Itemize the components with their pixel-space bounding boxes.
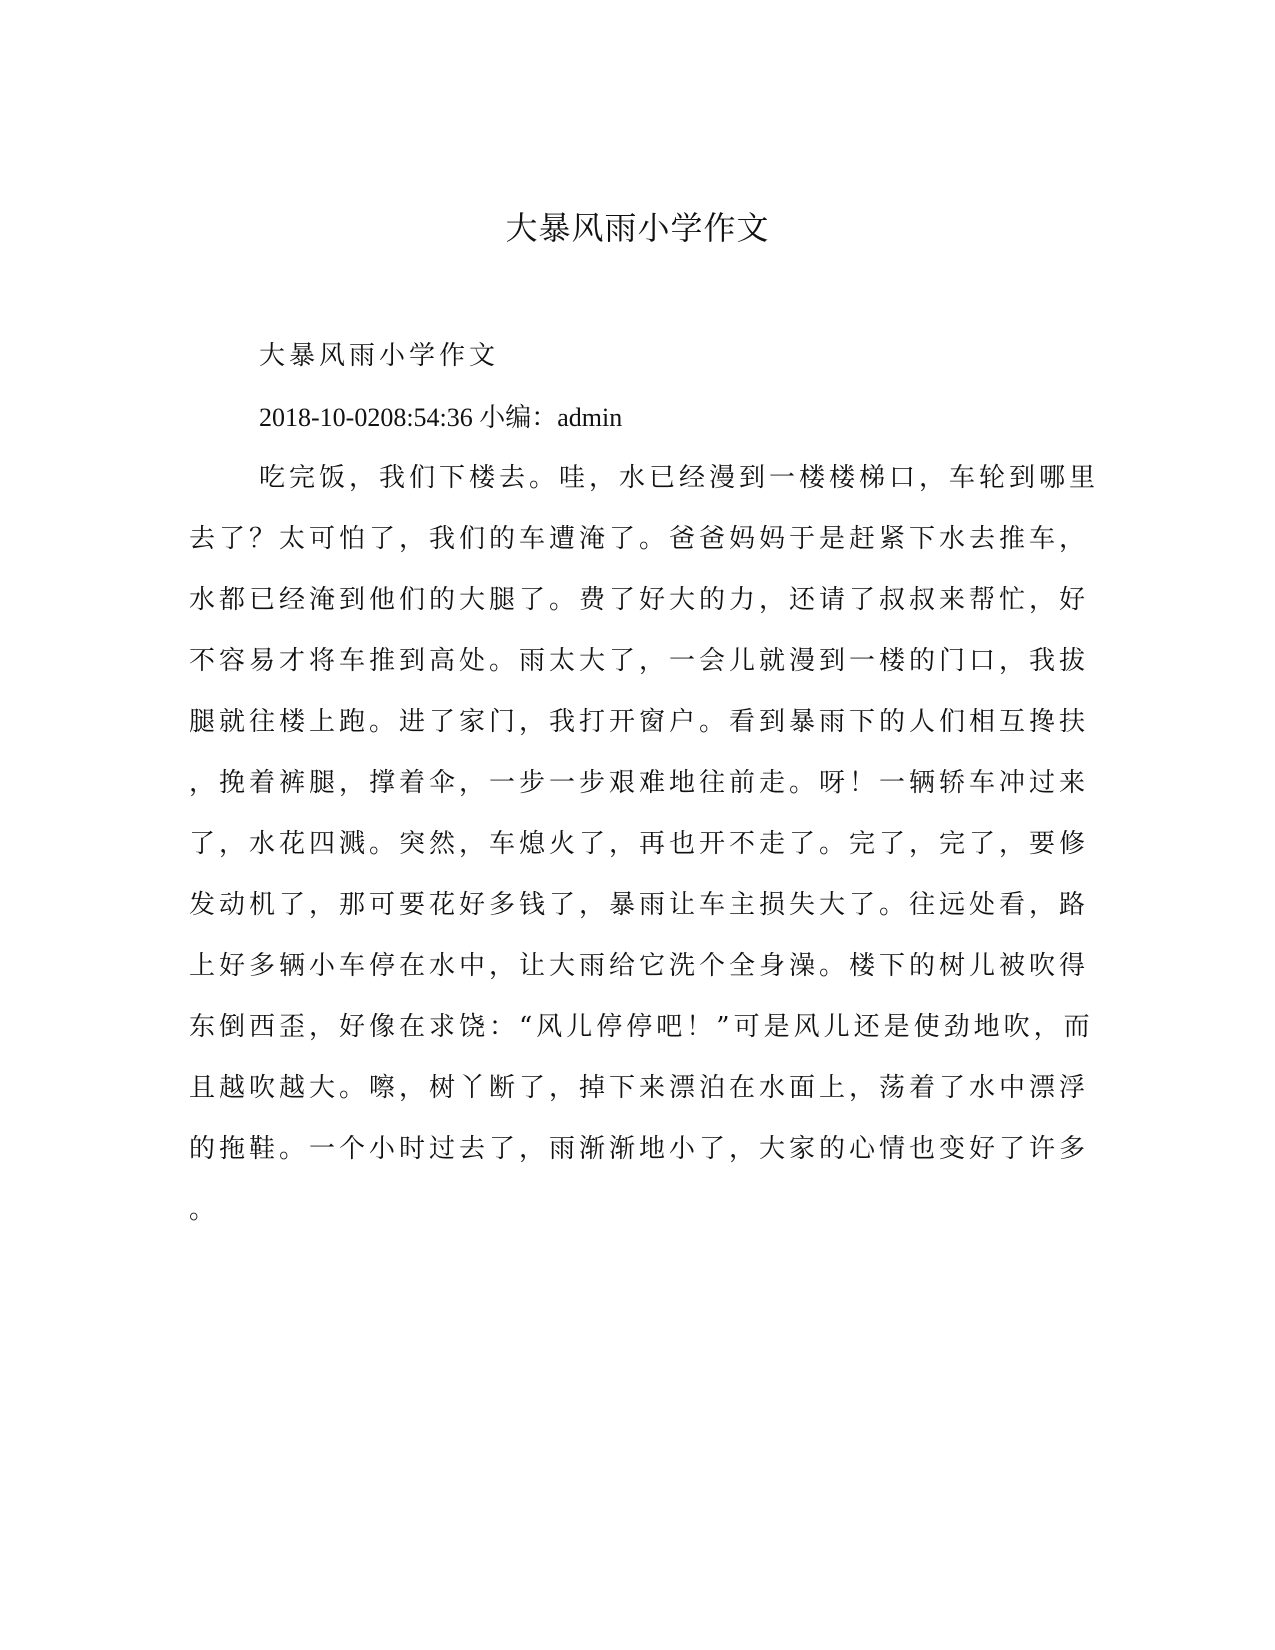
paragraph-line: 上好多辆小车停在水中，让大雨给它洗个全身澡。楼下的树儿被吹得: [189, 951, 1090, 981]
paragraph-line: 吃完饭，我们下楼去。哇，水已经漫到一楼楼梯口，车轮到哪里: [259, 463, 1100, 493]
paragraph-line: 的拖鞋。一个小时过去了，雨渐渐地小了，大家的心情也变好了许多: [189, 1134, 1090, 1164]
document-body: [189, 326, 1100, 1241]
paragraph-line: 水都已经淹到他们的大腿了。费了好大的力，还请了叔叔来帮忙，好: [189, 585, 1090, 615]
paragraph-line: 。: [189, 1195, 220, 1225]
paragraph-line: 不容易才将车推到高处。雨太大了，一会儿就漫到一楼的门口，我拔: [189, 646, 1090, 676]
paragraph-line: 东倒西歪，好像在求饶：“风儿停停吧！”可是风儿还是使劲地吹，而: [189, 1012, 1094, 1042]
page-title: 大暴风雨小学作文: [505, 209, 770, 247]
paragraph-line: 了，水花四溅。突然，车熄火了，再也开不走了。完了，完了，要修: [189, 829, 1090, 859]
paragraph-line: 去了？太可怕了，我们的车遭淹了。爸爸妈妈于是赶紧下水去推车，: [189, 524, 1090, 554]
paragraph-line: 且越吹越大。嚓，树丫断了，掉下来漂泊在水面上，荡着了水中漂浮: [189, 1073, 1090, 1103]
paragraph-line: 腿就往楼上跑。进了家门，我打开窗户。看到暴雨下的人们相互搀扶: [189, 707, 1090, 737]
paragraph-line: ，挽着裤腿，撑着伞，一步一步艰难地往前走。呀！一辆轿车冲过来: [189, 768, 1090, 798]
article-meta: 2018-10-0208:54:36 小编：admin: [259, 403, 623, 432]
article-subtitle: 大暴风雨小学作文: [259, 341, 500, 371]
paragraph-line: 发动机了，那可要花好多钱了，暴雨让车主损失大了。往远处看，路: [189, 890, 1090, 920]
